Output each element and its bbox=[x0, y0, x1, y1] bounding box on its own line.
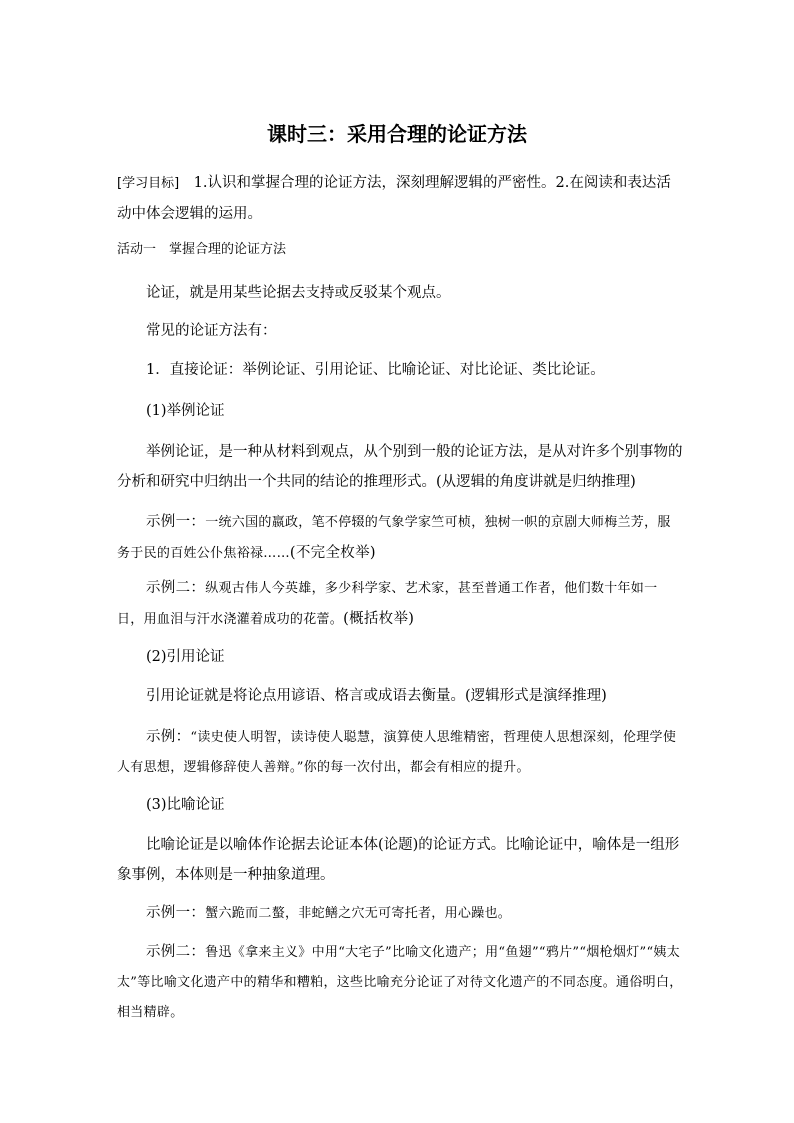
ex2-tag: (概括枚举) bbox=[343, 611, 415, 627]
metaphor-argument-heading: (3)比喻论证 bbox=[146, 797, 225, 813]
ex1-text: 一统六国的嬴政，笔不停辍的气象学家竺可桢，独树一帜的京剧大师梅兰芳，服务于民的百姓公仆焦裕禄…… bbox=[117, 515, 671, 561]
direct-argument-paragraph: 1．直接论证：举例论证、引用论证、比喻论证、对比论证、类比论证。 bbox=[146, 362, 605, 378]
example-argument-ex2 bbox=[117, 573, 683, 635]
metaphor-ex2-label: 示例二： bbox=[146, 944, 206, 960]
example-argument-ex1 bbox=[117, 507, 683, 569]
objective-text: 1.认识和掌握合理的论证方法，深刻理解逻辑的严密性。2.在阅读和表达活动中体会逻辑的运用。 bbox=[117, 175, 671, 222]
quote-argument-text: 引用论证就是将论点用谚语、格言或成语去衡量。(逻辑形式是演绎推理) bbox=[146, 688, 607, 704]
ex2-text: 纵观古伟人今英雄，多少科学家、艺术家，甚至普通工作者，他们数十年如一日，用血泪与汗水浇灌着成功的花蕾。 bbox=[117, 581, 658, 627]
ex2-label: 示例二： bbox=[146, 580, 206, 596]
example-argument-heading: (1)举例论证 bbox=[146, 403, 225, 419]
example-argument-text: 举例论证，是一种从材料到观点，从个别到一般的论证方法，是从对许多个别事物的分析和研究中归纳出一个共同的结论的推理形式。(从逻辑的角度讲就是归纳推理) bbox=[117, 444, 683, 490]
quote-ex-text: “读史使人明智，读诗使人聪慧，演算使人思维精密，哲理使人思想深刻，伦理学使人有思想，逻辑修辞使人善辩。”你的每一次付出，都会有相应的提升。 bbox=[117, 730, 677, 775]
page-title: 课时三：采用合理的论证方法 bbox=[267, 122, 527, 146]
ex1-tag: (不完全枚举) bbox=[289, 545, 376, 561]
learning-objectives bbox=[117, 168, 683, 229]
metaphor-ex1-text: 蟹六跪而二螯，非蛇鳝之穴无可寄托者，用心躁也。 bbox=[205, 906, 512, 921]
metaphor-ex1-label: 示例一： bbox=[146, 905, 206, 921]
ex1-label: 示例一： bbox=[146, 514, 206, 530]
quote-argument-ex bbox=[117, 722, 683, 783]
activity-heading: 活动一 掌握合理的论证方法 bbox=[117, 242, 287, 257]
common-methods-paragraph: 常见的论证方法有： bbox=[146, 323, 277, 339]
quote-argument-heading: (2)引用论证 bbox=[146, 649, 225, 665]
metaphor-argument-text: 比喻论证是以喻体作论据去论证本体(论题)的论证方式。比喻论证中，喻体是一组形象事例，本体则是一种抽象道理。 bbox=[117, 837, 680, 883]
metaphor-argument-ex2 bbox=[117, 937, 683, 1028]
metaphor-argument-ex1 bbox=[117, 898, 683, 929]
objective-label: [学习目标] bbox=[117, 176, 180, 191]
definition-paragraph: 论证，就是用某些论据去支持或反驳某个观点。 bbox=[146, 285, 451, 301]
metaphor-ex2-text: 鲁迅《拿来主义》中用“大宅子”比喻文化遗产；用“鱼翅”“鸦片”“烟枪烟灯”“姨太太”等比喻文化遗产中的精华和糟粕，这些比喻充分论证了对待文化遗产的不同态度。通俗明白，相当精辟。 bbox=[117, 945, 683, 1020]
quote-ex-label: 示例： bbox=[146, 729, 191, 745]
